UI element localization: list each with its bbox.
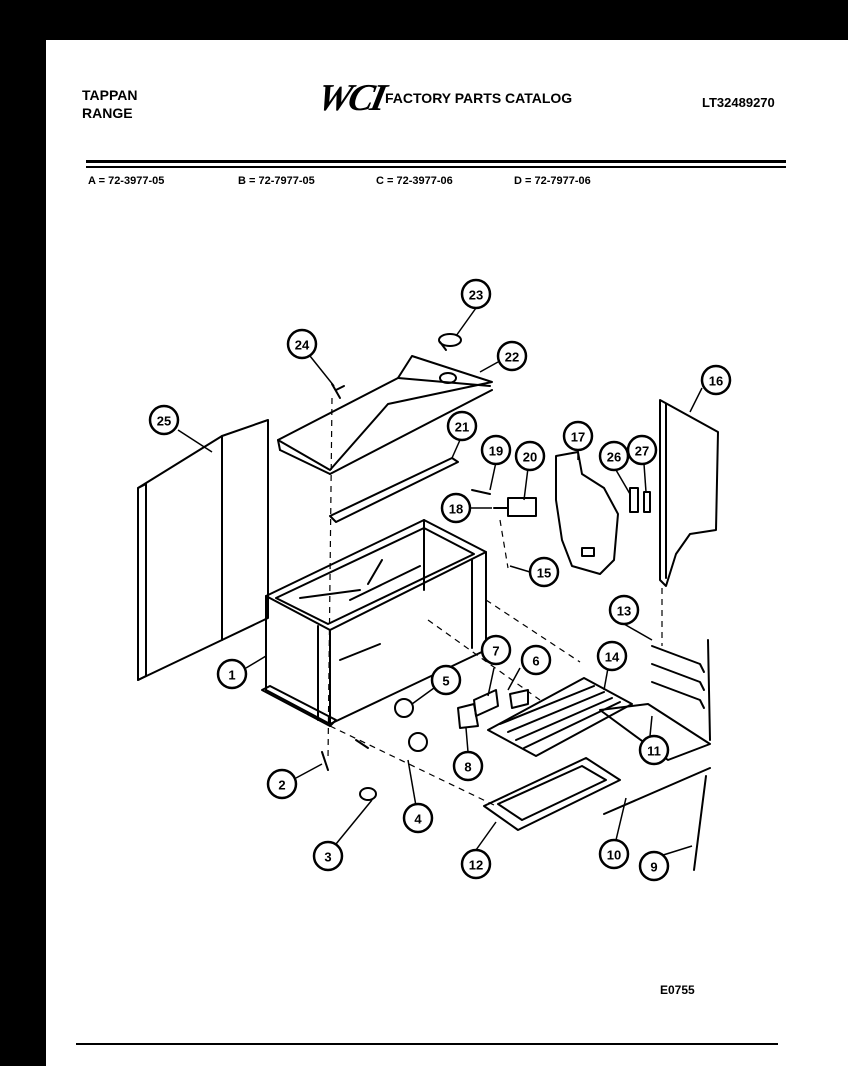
- model-key-d: D = 72-7977-06: [514, 175, 591, 187]
- side-panel: [138, 420, 268, 680]
- rail: [330, 458, 458, 522]
- back-panel: [556, 452, 618, 574]
- callout-label-12: 12: [468, 857, 484, 873]
- knob: [439, 334, 461, 350]
- trim-strip: [604, 768, 710, 814]
- catalog-number: LT32489270: [702, 95, 775, 110]
- callout-label-23: 23: [468, 287, 484, 303]
- callout-label-16: 16: [708, 373, 724, 389]
- callout-label-19: 19: [488, 443, 504, 459]
- callout-label-9: 9: [650, 859, 658, 875]
- callout-label-3: 3: [324, 849, 332, 865]
- screws: [322, 740, 376, 800]
- callout-label-5: 5: [442, 673, 450, 689]
- broiler-pan: [484, 758, 620, 830]
- callout-label-7: 7: [492, 643, 500, 659]
- side-trim: [694, 776, 706, 870]
- callout-label-21: 21: [454, 419, 470, 435]
- callout-label-24: 24: [294, 337, 310, 353]
- footer-rule: [76, 1043, 778, 1045]
- callout-label-20: 20: [522, 449, 538, 465]
- callout-label-6: 6: [532, 653, 540, 669]
- callout-circles: [150, 280, 730, 880]
- model-key-c: C = 72-3977-06: [376, 175, 453, 187]
- callout-label-22: 22: [504, 349, 520, 365]
- callout-label-27: 27: [634, 443, 650, 459]
- small-brackets: [630, 488, 650, 512]
- hinge-parts: [458, 690, 528, 728]
- callout-label-15: 15: [536, 565, 552, 581]
- brand-name: TAPPAN: [82, 87, 138, 103]
- callout-label-14: 14: [604, 649, 620, 665]
- callout-label-1: 1: [228, 667, 236, 683]
- callout-label-8: 8: [464, 759, 472, 775]
- callout-label-4: 4: [414, 811, 422, 827]
- wci-logo: WCI: [313, 77, 388, 119]
- product-type: RANGE: [82, 105, 133, 121]
- end-panel: [660, 400, 718, 586]
- callout-label-17: 17: [570, 429, 586, 445]
- catalog-title: FACTORY PARTS CATALOG: [385, 90, 573, 106]
- model-key-a: A = 72-3977-05: [88, 175, 165, 187]
- leader-lines: [178, 308, 702, 856]
- diagram-code: E0755: [660, 983, 695, 997]
- callout-label-2: 2: [278, 777, 286, 793]
- callout-label-13: 13: [616, 603, 632, 619]
- callout-label-26: 26: [606, 449, 622, 465]
- switch-assembly: [472, 490, 536, 516]
- callout-label-11: 11: [647, 743, 661, 759]
- callout-label-25: 25: [156, 413, 172, 429]
- model-key-b: B = 72-7977-05: [238, 175, 315, 187]
- body-frame: [262, 520, 486, 726]
- leveler-parts: [395, 699, 427, 751]
- callout-label-10: 10: [606, 847, 622, 863]
- callout-label-18: 18: [448, 501, 464, 517]
